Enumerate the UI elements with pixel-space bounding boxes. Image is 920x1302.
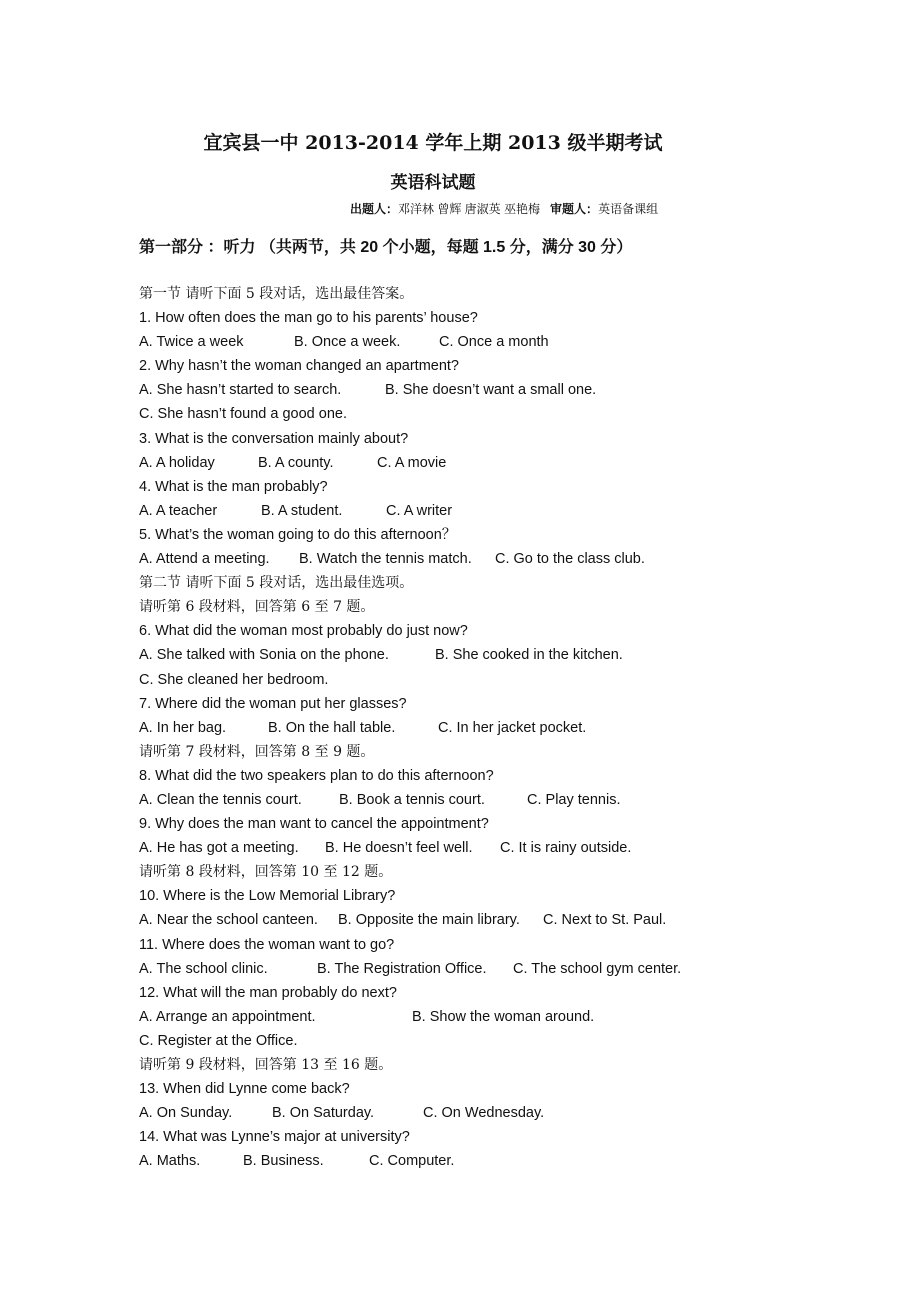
answer-option: B. On Saturday. <box>272 1105 375 1122</box>
section-instruction: 请听第 9 段材料，回答第 13 至 16 题。 <box>139 1057 393 1073</box>
answer-option: A. A holiday <box>139 454 215 471</box>
answer-option: C. Once a month <box>439 334 549 351</box>
answer-option: C. The school gym center. <box>513 960 682 977</box>
answer-option: C. Go to the class club. <box>495 551 645 568</box>
question-text: 5. What’s the woman going to do this afternoon？ <box>139 526 457 543</box>
answer-option: A. In her bag. <box>139 719 227 736</box>
answer-options <box>139 330 839 354</box>
answer-options <box>139 499 839 523</box>
answer-options <box>139 1149 839 1173</box>
question-text: 12. What will the man probably do next? <box>139 984 397 1001</box>
section-instruction: 请听第 6 段材料，回答第 6 至 7 题。 <box>139 599 375 616</box>
answer-option: A. Arrange an appointment. <box>139 1008 316 1025</box>
answer-option: B. A student. <box>261 502 343 519</box>
answer-option: B. Book a tennis court. <box>339 791 485 808</box>
answer-options <box>139 908 839 932</box>
exam-title: 宜宾县一中 2013-2014 学年上期 2013 级半期考试 <box>203 132 663 154</box>
answer-option: B. Once a week. <box>294 334 401 351</box>
answer-option: A. Twice a week <box>139 334 244 351</box>
question-text: 14. What was Lynne’s major at university? <box>139 1129 410 1146</box>
answer-option: B. Show the woman around. <box>412 1008 595 1025</box>
answer-option: B. On the hall table. <box>268 719 396 736</box>
question-text: 10. Where is the Low Memorial Library? <box>139 888 396 905</box>
answer-option: C. Next to St. Paul. <box>543 912 667 929</box>
answer-option: A. She hasn’t started to search. <box>139 382 342 399</box>
authors-names: 邓洋林 曾辉 唐淑英 巫艳梅 <box>398 202 541 216</box>
authors-label: 出题人： <box>350 202 399 216</box>
question-text: 3. What is the conversation mainly about? <box>139 430 409 447</box>
question-text: 8. What did the two speakers plan to do this afternoon? <box>139 767 494 784</box>
answer-options <box>139 716 839 740</box>
answer-option: C. A movie <box>377 454 447 471</box>
answer-option-line: C. Register at the Office. <box>139 1032 298 1049</box>
answer-option: C. In her jacket pocket. <box>438 719 587 736</box>
answer-option: A. Attend a meeting. <box>139 551 270 568</box>
answer-option: B. The Registration Office. <box>317 960 487 977</box>
question-text: 2. Why hasn’t the woman changed an apartment? <box>139 358 459 375</box>
section-instruction: 请听第 7 段材料，回答第 8 至 9 题。 <box>139 743 375 760</box>
answer-options <box>139 1101 839 1125</box>
answer-option: A. He has got a meeting. <box>139 840 299 857</box>
question-list <box>139 282 839 1173</box>
part1-heading: 第一部分 ：听力 （共两节，共 20 个小题，每题 1.5 分，满分 30 分） <box>139 239 633 256</box>
section-instruction: 第一节 请听下面 5 段对话，选出最佳答案。 <box>139 286 414 302</box>
answer-options <box>139 957 839 981</box>
answer-options <box>139 451 839 475</box>
answer-options <box>139 1005 839 1029</box>
answer-option: C. Computer. <box>369 1153 455 1170</box>
answer-option: A. A teacher <box>139 502 218 519</box>
answer-option: B. He doesn’t feel well. <box>325 840 473 857</box>
question-text: 9. Why does the man want to cancel the appointment? <box>139 816 489 833</box>
answer-option: A. She talked with Sonia on the phone. <box>139 647 389 664</box>
answer-option: A. Near the school canteen. <box>139 912 318 929</box>
reviewer-name: 英语备课组 <box>598 202 659 216</box>
answer-option: B. A county. <box>258 454 334 471</box>
reviewer-label: 审题人： <box>550 202 599 216</box>
exam-subtitle: 英语科试题 <box>390 173 476 193</box>
answer-option: B. Business. <box>243 1153 324 1170</box>
answer-option: C. A writer <box>386 502 453 519</box>
answer-options <box>139 836 839 860</box>
answer-option: C. On Wednesday. <box>423 1105 545 1122</box>
question-text: 13. When did Lynne come back? <box>139 1081 350 1098</box>
answer-option-line: C. She cleaned her bedroom. <box>139 671 329 688</box>
authors-line <box>350 200 658 217</box>
answer-options <box>139 788 839 812</box>
answer-option: B. She cooked in the kitchen. <box>435 647 623 664</box>
question-text: 4. What is the man probably? <box>139 478 328 495</box>
answer-options <box>139 643 839 667</box>
answer-option: A. Maths. <box>139 1153 201 1170</box>
answer-option-line: C. She hasn’t found a good one. <box>139 406 347 423</box>
question-text: 11. Where does the woman want to go? <box>139 936 395 953</box>
question-text: 7. Where did the woman put her glasses? <box>139 695 407 712</box>
question-text: 6. What did the woman most probably do just now? <box>139 623 468 640</box>
answer-options <box>139 547 839 571</box>
answer-option: B. She doesn’t want a small one. <box>385 382 597 399</box>
answer-option: A. The school clinic. <box>139 960 268 977</box>
section-instruction: 请听第 8 段材料，回答第 10 至 12 题。 <box>139 864 393 881</box>
answer-option: A. On Sunday. <box>139 1105 233 1122</box>
answer-option: C. It is rainy outside. <box>500 840 632 857</box>
answer-options <box>139 378 839 402</box>
section-instruction: 第二节 请听下面 5 段对话，选出最佳选项。 <box>139 575 414 592</box>
answer-option: B. Watch the tennis match. <box>299 551 472 568</box>
answer-option: A. Clean the tennis court. <box>139 791 302 808</box>
question-text: 1. How often does the man go to his parents’ house? <box>139 310 478 327</box>
answer-option: C. Play tennis. <box>527 791 621 808</box>
answer-option: B. Opposite the main library. <box>338 912 520 929</box>
